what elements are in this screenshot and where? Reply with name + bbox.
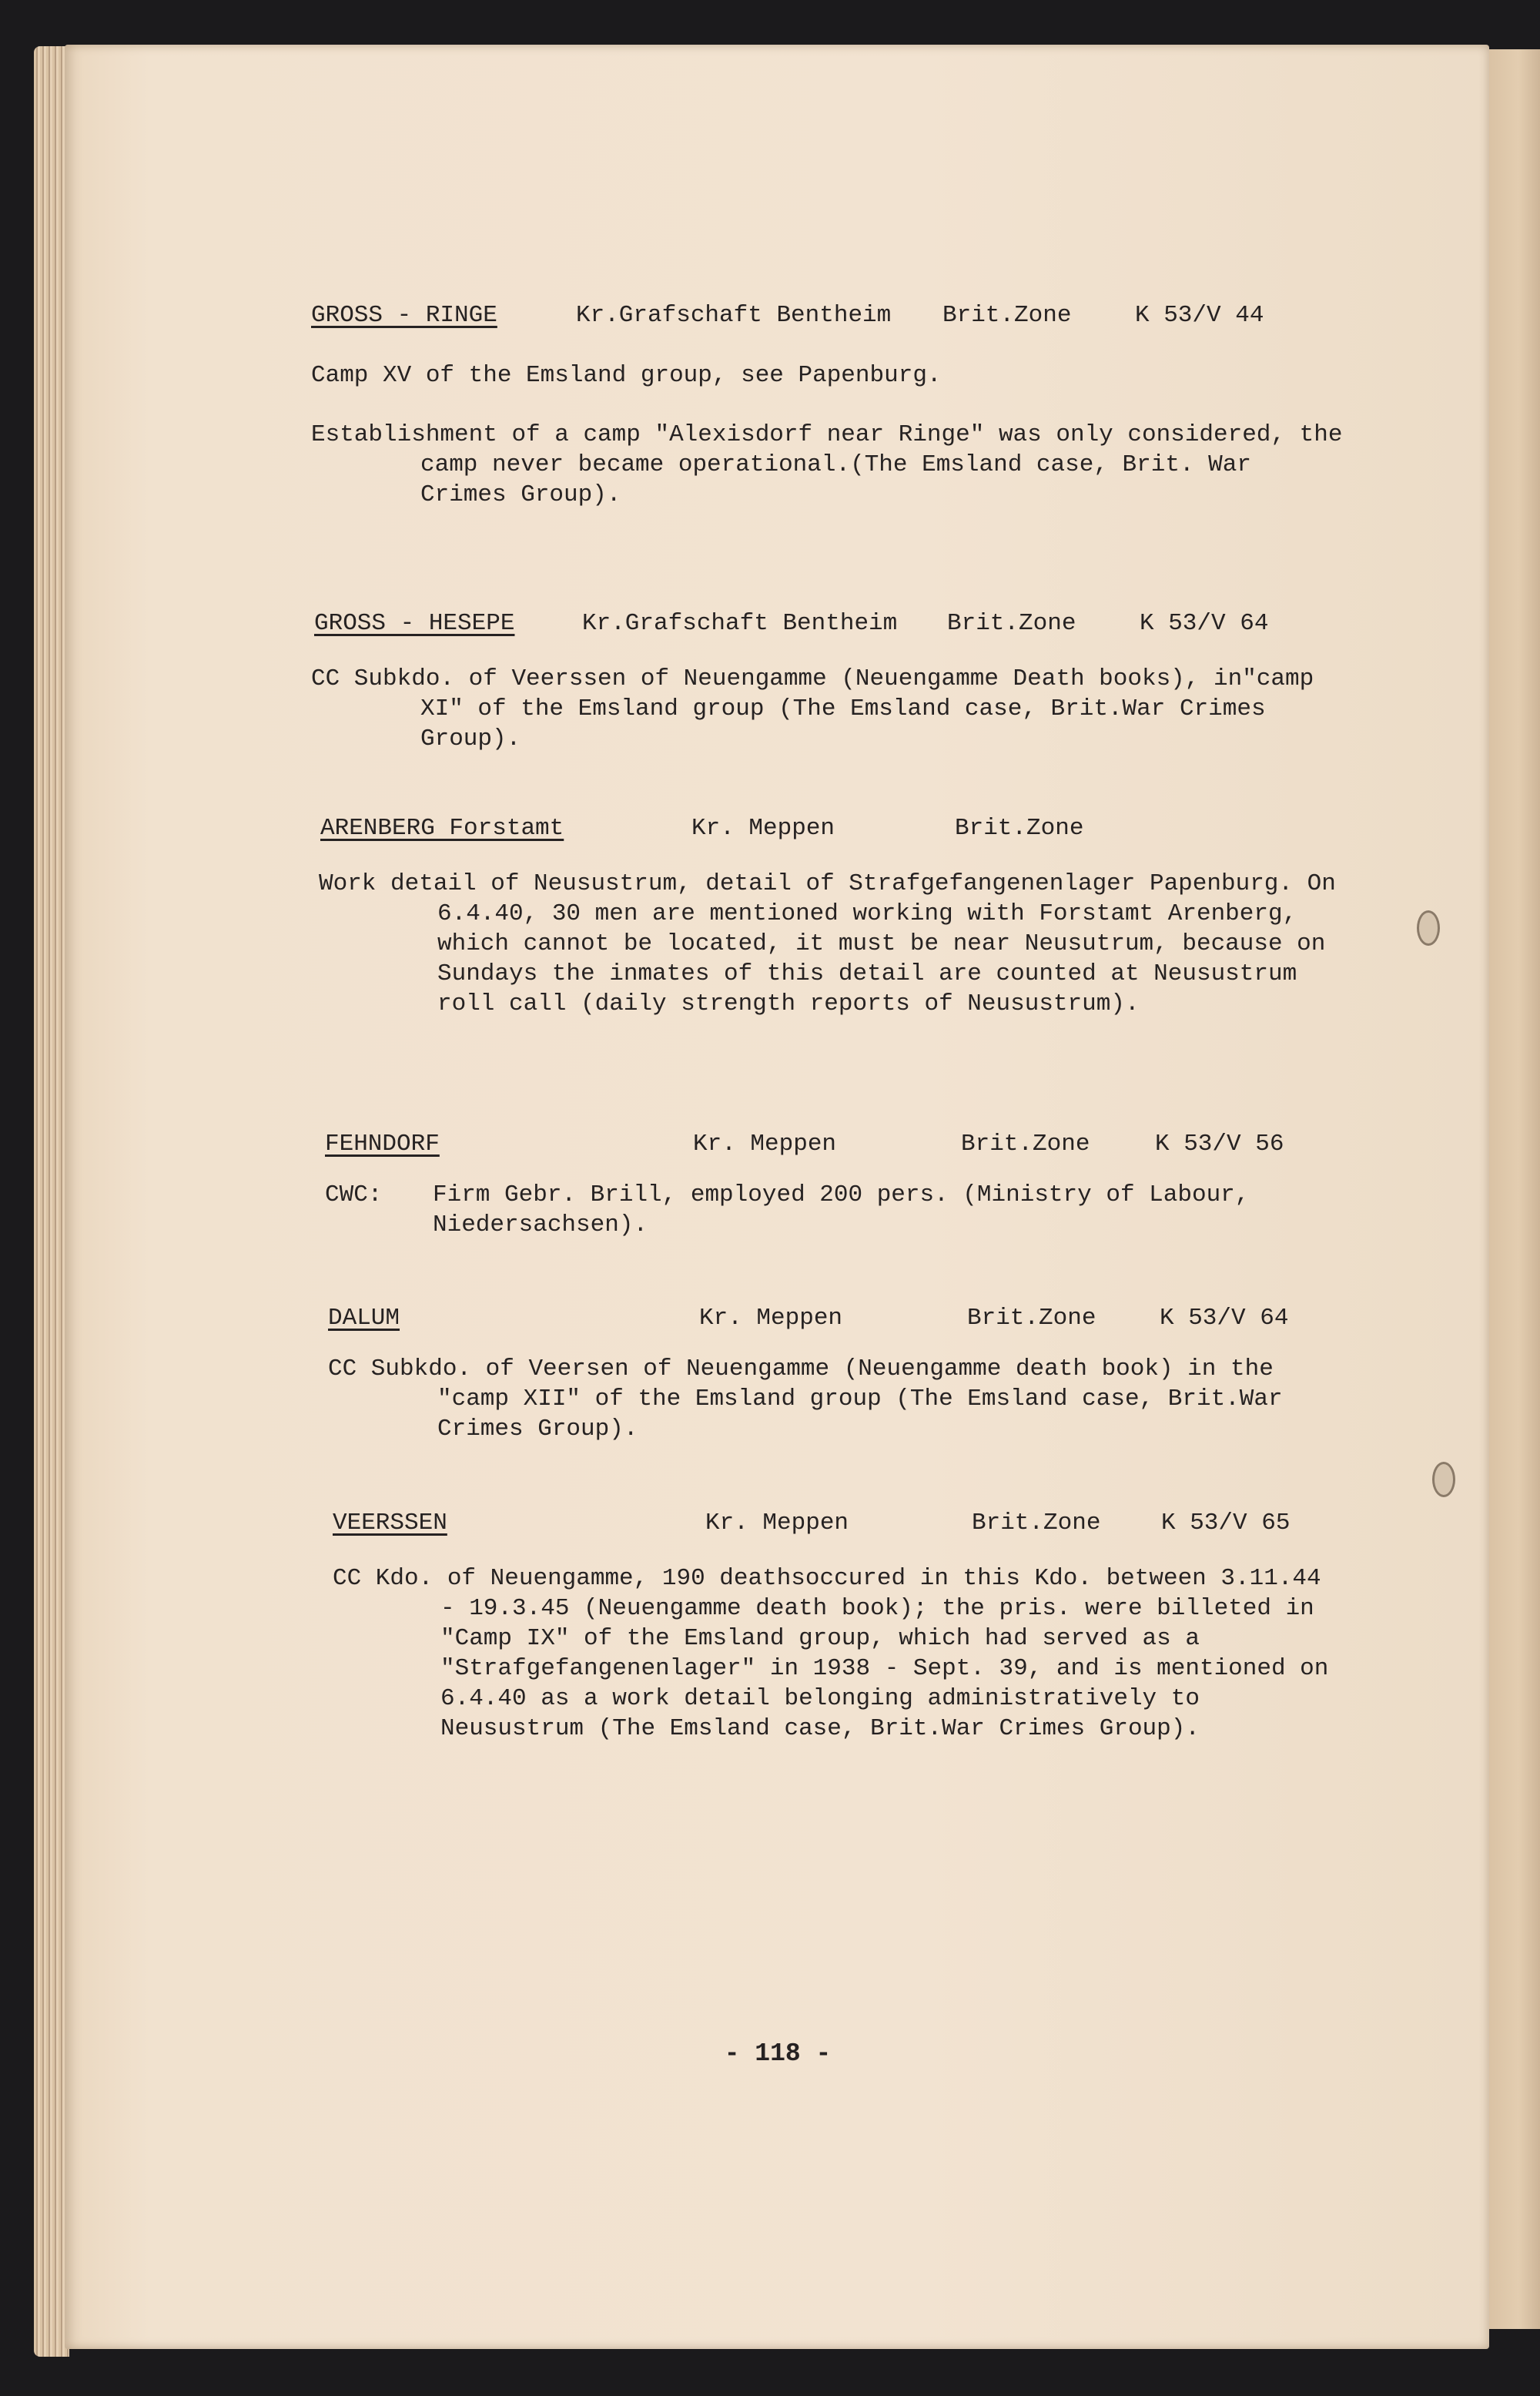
entry-gross-ringe bbox=[311, 300, 1343, 547]
entry-header bbox=[311, 813, 1343, 849]
district: Kr.Grafschaft Bentheim bbox=[576, 302, 892, 329]
document-body bbox=[311, 300, 1343, 1785]
place-name: GROSS - HESEPE bbox=[314, 610, 515, 637]
entry-header bbox=[311, 608, 1343, 644]
entry-fehndorf bbox=[311, 1129, 1343, 1268]
district: Kr.Grafschaft Bentheim bbox=[582, 610, 898, 637]
entry-header bbox=[311, 1508, 1343, 1543]
zone: Brit.Zone bbox=[947, 610, 1076, 637]
zone: Brit.Zone bbox=[942, 302, 1072, 329]
zone: Brit.Zone bbox=[961, 1131, 1090, 1158]
page-number: - 118 - bbox=[724, 2039, 832, 2068]
reference-number: K 53/V 64 bbox=[1140, 610, 1269, 637]
binding-mark bbox=[1417, 910, 1440, 946]
entry-header bbox=[311, 1129, 1343, 1164]
reference-number: K 53/V 56 bbox=[1155, 1131, 1284, 1158]
entry-paragraph: Camp XV of the Emsland group, see Papenburg. bbox=[311, 362, 942, 389]
place-name: DALUM bbox=[328, 1305, 400, 1332]
district: Kr. Meppen bbox=[705, 1510, 849, 1536]
entry-header bbox=[311, 1303, 1343, 1339]
entry-arenberg bbox=[311, 813, 1343, 1087]
district: Kr. Meppen bbox=[699, 1305, 843, 1332]
entry-dalum bbox=[311, 1303, 1343, 1457]
reference-number: K 53/V 64 bbox=[1160, 1305, 1289, 1332]
entry-paragraph: CC Subkdo. of Veersen of Neuengamme (Neuengamme death book) in the "camp XII" of the Emsland group (The Emsland case, Brit.War Crimes Group). bbox=[328, 1355, 1283, 1443]
binding-mark bbox=[1432, 1462, 1455, 1497]
reference-number: K 53/V 44 bbox=[1135, 302, 1264, 329]
zone: Brit.Zone bbox=[972, 1510, 1101, 1536]
entry-gross-hesepe bbox=[311, 608, 1343, 778]
cwc-note bbox=[311, 1180, 1343, 1240]
entry-paragraph: Work detail of Neusustrum, detail of Strafgefangenenlager Papenburg. On 6.4.40, 30 men are mentioned working with Forstamt Arenberg, which cannot be located, it must be near Neusutrum, because on Sundays the inmates of this detail are counted at Neusustrum roll call (daily strength reports of Neusustrum). bbox=[319, 870, 1336, 1017]
district: Kr. Meppen bbox=[691, 815, 835, 842]
entry-paragraph: CC Subkdo. of Veerssen of Neuengamme (Neuengamme Death books), in"camp XI" of the Emsland group (The Emsland case, Brit.War Crimes Group). bbox=[311, 665, 1314, 752]
entry-paragraph: Establishment of a camp "Alexisdorf near Ringe" was only considered, the camp never became operational.(The Emsland case, Brit. War Crimes Group). bbox=[311, 421, 1343, 508]
entry-paragraph: Firm Gebr. Brill, employed 200 pers. (Ministry of Labour, Niedersachsen). bbox=[433, 1181, 1250, 1238]
entry-veerssen bbox=[311, 1508, 1343, 1785]
cwc-label: CWC: bbox=[325, 1181, 383, 1208]
entry-paragraph: CC Kdo. of Neuengamme, 190 deathsoccured in this Kdo. between 3.11.44 - 19.3.45 (Neuengamme death book); the pris. were billeted in "Camp IX" of the Emsland group, which had served as a "Strafgefangenenlager" in 1938 - Sept. 39, and is mentioned on 6.4.40 as a work detail belonging administratively to Neusustrum (The Emsland case, Brit.War Crimes Group). bbox=[333, 1565, 1329, 1742]
place-name: GROSS - RINGE bbox=[311, 302, 497, 329]
zone: Brit.Zone bbox=[955, 815, 1084, 842]
entry-header bbox=[311, 300, 1343, 336]
place-name: FEHNDORF bbox=[325, 1131, 440, 1158]
place-name: ARENBERG Forstamt bbox=[320, 815, 564, 842]
reference-number: K 53/V 65 bbox=[1161, 1510, 1291, 1536]
zone: Brit.Zone bbox=[967, 1305, 1096, 1332]
district: Kr. Meppen bbox=[693, 1131, 837, 1158]
place-name: VEERSSEN bbox=[333, 1510, 447, 1536]
